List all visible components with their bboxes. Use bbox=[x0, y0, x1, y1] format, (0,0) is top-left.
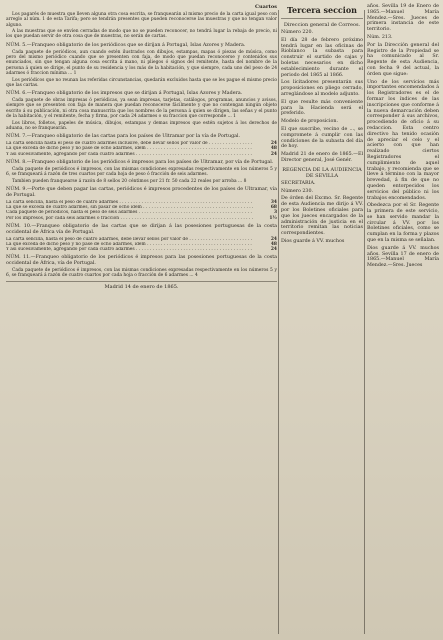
right-column bbox=[367, 4, 439, 271]
tariff-section-3 bbox=[6, 224, 277, 235]
section-heading: Direccion general de Correos. bbox=[283, 22, 361, 28]
paragraph: SECRETARIA. bbox=[281, 180, 316, 186]
rate-description: Por los impresos, por cada seis adarmes ó fraccion . . . bbox=[6, 216, 253, 221]
paragraph: Los licitadores presentarán sus proposiciones en pliego cerrado, arreglándose al modelo adjunto. bbox=[281, 80, 363, 97]
divider bbox=[281, 18, 363, 19]
rate-value: 24 bbox=[270, 236, 277, 242]
date-line: Madrid 14 de enero de 1865. bbox=[104, 283, 179, 290]
middle-column-body bbox=[281, 22, 363, 245]
rate-value: 24 bbox=[270, 247, 277, 253]
section-heading: NÚM. 8.—Franqueo obligatorio de los periódicos é impresos para los países de Ultramar, por vía de Portugal. bbox=[6, 160, 274, 166]
section-heading: NÚM. 9.—Porte que deben pagar las cartas, periódicos é impresos procedentes de los países de Ultramar, vía de Portugal. bbox=[6, 187, 277, 198]
column-rule bbox=[278, 10, 279, 634]
divider bbox=[6, 281, 277, 282]
rate-description: Cada paquete de periódicos, hasta el peso de seis adarmes . . . bbox=[6, 210, 253, 215]
paragraph: Cada paquete de periódicos é impresos, con las mismas condiciones expresadas respectivamente en los números 5 y 6, se franqueará á razón de tres cuartos por cada hoja de peso ó fracción de seis adarmes. bbox=[6, 167, 277, 178]
rate-value: 3 bbox=[273, 210, 277, 216]
paragraph: Los pagarés de muestra que lleven alguna otra cosa escrita, se franquearán al mismo precio de la carta igual peso con arreglo al núm. 1 de esta Tarifa; pero se tendrán presentes que pueden reconocerse las muestras y que no tengan valor alguno. bbox=[6, 12, 277, 28]
paragraph: Cada paquete de periódicos é impresos, con las mismas condiciones expresadas respectivamente en los números 5 y 6, se franqueará á razón de cuatro cuartos por cada hoja o fracción de 6 adarmes ... 4 bbox=[6, 268, 277, 279]
paragraph: años. Sevilla 19 de Enero de 1865.—Manuel María Mendez.—Sres. Jueces de primera instancia de este territorio. bbox=[367, 4, 439, 33]
tariff-rates-3 bbox=[6, 237, 277, 253]
right-column-body bbox=[367, 4, 439, 269]
rate-description: La carta sencilla, hasta el peso de cuatro adarmes . . . bbox=[6, 200, 253, 205]
paragraph: El que suscribe, vecino de ..., se compromete á cumplir con las condiciones de la subasta del día de hoy. bbox=[281, 126, 363, 150]
rate-value: 1½ bbox=[269, 215, 277, 221]
paragraph: Cada paquete de periódicos, aun cuando estén ilustrados con dibujos, estampas, mapas ó piezas de música, como pero del mismo periódico cuando que se presenten con faja, de modo que puedan reconocerse y contenidos sus enunciados, sin que tengan alguna cosa escrita á mano, ni pliegos ó signos del remitente, hasta del nombre de la persona á quien se dirige, el punto de su residencia y los más de la habitación, y que siempre, cada uno del peso de 24 adarmes ó fraccion mínima ... 1 bbox=[6, 49, 277, 76]
paragraph: Tambien pueden franquearse á razón de 8 sellos 20 céntimos por 21 fr. 50 cada 22 reales por arroba ... 8 bbox=[12, 178, 247, 184]
section-heading: NÚM. 5.—Franqueo obligatorio de los periódicos que se dirijan á Portugal, Islas Azores y Madera. bbox=[6, 42, 246, 48]
paragraph: Uno de los servicios más importantes encomendados á los Registradores es el de formar los índices de las inscripciones que conforme á la nueva demarcación deben corresponder á sus archivos, procediendo de oficio á su redaccion. Esta centro directivo ha tenido ocasión de apreciar el celo y el acierto con que han realizado ciertos Registradores el cumplimiento de aquel trabajo, y recomienda que se lleve á término con la mayor brevedad, á fin de que no queden entorpecidos los servicios del público ni los trabajos encomendados. bbox=[367, 79, 439, 201]
rate-description: La que exceda de dicho peso y no pase de ocho adarmes, idem . . . bbox=[6, 146, 253, 151]
paragraph: A las muestras que se envíen cerradas de modo que no se pueden reconocer, no tendrá lugar la rebaja de precio, ni los que puedan servir de otra cosa que de muestras, no serán de cartas. bbox=[6, 29, 277, 40]
rate-row bbox=[6, 152, 277, 157]
section-heading: NÚM. 10.—Franqueo obligatorio de las cartas que se dirijan á las posesiones portuguesas de la costa occidental de África vía de Portugal. bbox=[6, 224, 277, 235]
rate-description: La carta sencilla, hasta el peso de cuatro adarmes, debe llevar sellos por valor de . . . bbox=[6, 237, 253, 242]
tariff-section-2 bbox=[6, 160, 277, 198]
tariff-section-4 bbox=[6, 255, 277, 278]
column-rule bbox=[364, 10, 365, 634]
cuartos-header: Cuartos bbox=[255, 4, 277, 10]
rate-value: 24 bbox=[270, 151, 277, 157]
paragraph: Obedezca por el Sr. Regente la primera de este servicio, se han servido mandar la circular á VV. por los Boletines oficiales, como se cumplan en la forma y plazos que en la misma se señalan. bbox=[367, 203, 439, 244]
paragraph: Número 230. bbox=[281, 188, 314, 194]
tariff-section-1 bbox=[6, 12, 277, 140]
rate-description: La que se exceda de cuatro adarmes, sin pasar de ocho idem . . . bbox=[6, 205, 253, 210]
paragraph: Dios guarde á VV. muchos bbox=[281, 238, 345, 244]
section-heading: REGENCIA DE LA AUDIENCIA DE SEVILLA bbox=[282, 166, 362, 179]
rate-description: La carta sencilla hasta el peso de cuatro adarmes inclusive, debe llevar sellos por valor de . . . bbox=[6, 141, 253, 146]
section-heading: NÚM. 6.—Franqueo obligatorio de los impresos que se dirijan á Portugal, Islas Azores y Madera. bbox=[6, 91, 243, 97]
rate-row bbox=[6, 216, 277, 221]
middle-column bbox=[281, 4, 363, 247]
paragraph: Número 220. bbox=[281, 30, 314, 35]
rate-value: 48 bbox=[270, 146, 277, 152]
section-heading: NÚM. 7.—Franqueo obligatorio de las cartas para los países de Ultramar por la vía de Portugal. bbox=[6, 134, 241, 140]
rate-description: Y así sucesivamente, agregando por cada cuatro adarmes . . . bbox=[6, 152, 253, 157]
rate-description: La que exceda de dicho peso y no pase de ocho adarmes, idem . . . bbox=[6, 242, 253, 247]
tariff-rates-1 bbox=[6, 141, 277, 157]
paragraph: El día 28 de febrero próximo tendrá lugar en las oficinas de Rioblanco la subasta para construir el surtido de cajas y boletas necesarios en dicho establecimiento durante el periodo del 1865 al 1866. bbox=[281, 37, 363, 78]
rate-value: 48 bbox=[270, 241, 277, 247]
section-heading: NÚM. 11.—Franqueo obligatorio de los periódicos é impresos para las posesiones portuguesas de la costa occidental de África, vía de Portugal. bbox=[6, 255, 277, 267]
paragraph: De órden del Excmo. Sr. Regente de esta Audiencia me dirijo á VV. por los Boletines oficiales para que los jueces encargados de la administración de justicia en el territorio remitan las noticias correspondientes. bbox=[281, 196, 363, 237]
rate-row bbox=[6, 247, 277, 252]
paragraph: Dios guarde á VV. muchos años. Sevilla 17 de enero de 1865.—Manuel María Mendez.—Sres. Jueces bbox=[367, 245, 439, 269]
rate-description: Y así sucesivamente, agregando por cada cuatro adarmes . . . bbox=[6, 247, 253, 252]
rate-value: 34 bbox=[270, 199, 277, 205]
paragraph: El que resulte más conveniente para la Hacienda será el preferido. bbox=[281, 99, 363, 117]
tariff-rates-2 bbox=[6, 200, 277, 221]
section-title: Tercera seccion bbox=[286, 5, 357, 15]
rate-value: 68 bbox=[270, 205, 277, 211]
paragraph: Madrid 21 de enero de 1865.—El Director general, José Genér. bbox=[281, 152, 363, 163]
paragraph: Cada paquete de obras impresas ó periódicas, ya sean impresas, tarjetas, catálogos, programas, anuncios y avisos, siempre que se presenten con faja de manera que puedan reconocerse fácilmente y que no contengan ningún objeto escrito á su publicación, ni otra cosa manuscrita que los nombres de la persona á quien se dirigen, las señas y el punto de la habitación, y el remitente, fecha y firma, por cada 24 adarmes o su fraccion que corresponde ... 1 bbox=[6, 98, 277, 120]
rate-value: 24 bbox=[270, 141, 277, 147]
paragraph: Modelo de proposicion. bbox=[281, 119, 339, 125]
paragraph: Los periódicos que no reunan las referidas circunstancias, quedarán excluidos hasta que se les pague el mismo precio que las cartas. bbox=[6, 77, 277, 88]
paragraph: Núm. 213. bbox=[367, 34, 393, 40]
paragraph: Los libros, folletos, papeles de música, dibujos, estampas y demas impresos que estén sujetos á los derechos de aduana, no se franquearán. bbox=[6, 120, 277, 131]
paragraph: Por la Dirección general del Registro de la Propiedad se ha comunicado al Sr. Regente de esta Audiencia, con fecha 9 del actual, la órden que sigue: bbox=[367, 42, 439, 77]
left-column bbox=[6, 4, 277, 290]
